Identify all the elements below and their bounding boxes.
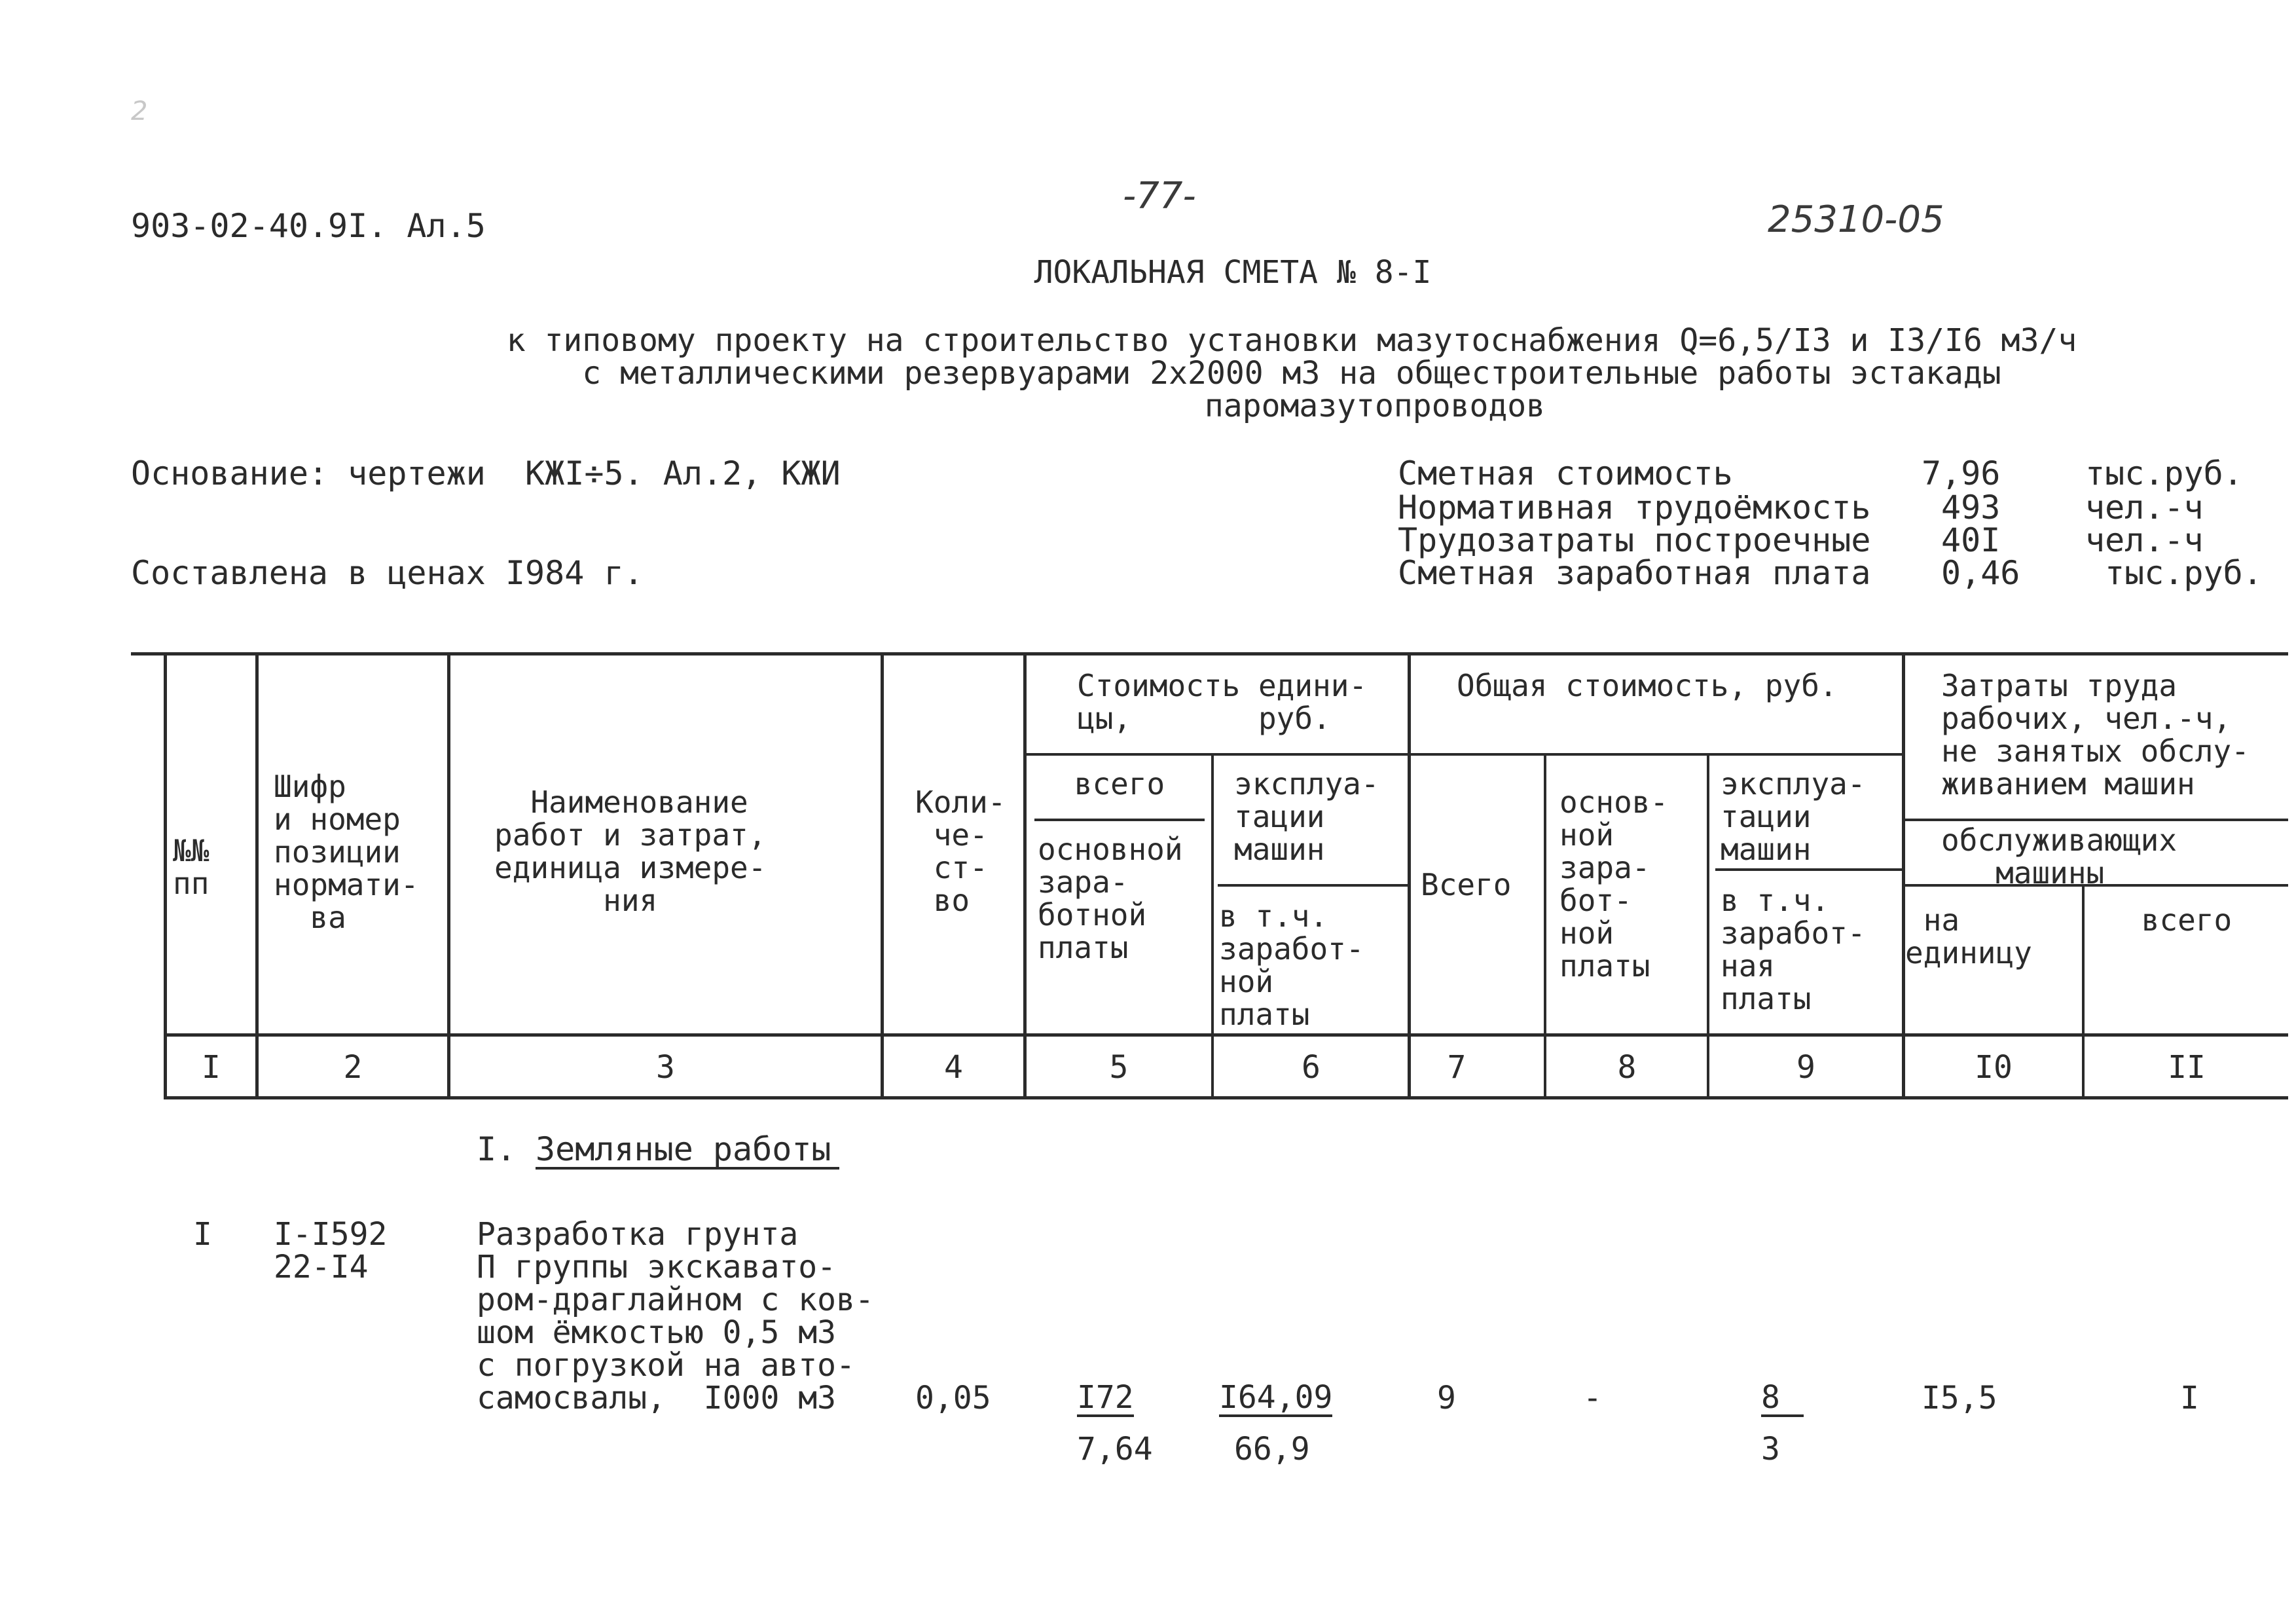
header-total-machine: эксплуа- тации машин: [1721, 766, 1866, 867]
summary-unit: чел.-ч: [2085, 521, 2204, 559]
unit-total-rule: [1034, 819, 1205, 821]
header-total-base-wage: основ- ной зара- бот- ной платы: [1559, 784, 1669, 984]
col-border: [1023, 652, 1027, 1099]
handwritten-number: 25310-05: [1768, 198, 1944, 241]
row-unit-machine: I64,09: [1219, 1379, 1333, 1416]
unit-machine-rule: [1218, 884, 1408, 887]
section-number: I.: [477, 1130, 517, 1168]
column-number: 6: [1302, 1049, 1321, 1086]
column-number: 5: [1109, 1049, 1129, 1086]
row-unit-base-wage: 7,64: [1077, 1431, 1153, 1467]
summary-value: 493: [1941, 489, 2001, 526]
total-machine-rule: [1715, 868, 1905, 871]
section-title: Земляные работы: [536, 1133, 839, 1170]
summary-unit: чел.-ч: [2085, 489, 2204, 526]
document-code: 903-02-40.9I. Ал.5: [131, 207, 486, 245]
column-number: II: [2168, 1049, 2206, 1086]
summary-unit: тыс.руб.: [2105, 554, 2263, 592]
column-number: I0: [1975, 1049, 2013, 1086]
header-number: №№ пп: [173, 833, 210, 901]
col-border: [1211, 753, 1214, 1099]
basis-text: Основание: чертежи КЖI÷5. Ал.2, КЖИ: [131, 454, 841, 492]
title-line-2: к типовому проекту на строительство установки мазутоснабжения Q=6,5/I3 и I3/I6 м3/ч: [506, 322, 2077, 359]
summary-label: Нормативная трудоёмкость: [1398, 489, 1871, 526]
row-total-base-wage: -: [1583, 1380, 1602, 1416]
header-total-machine-wage: в т.ч. заработ- ная платы: [1721, 883, 1866, 1016]
row-total-all: 9: [1437, 1380, 1456, 1416]
col-border: [447, 652, 450, 1099]
column-number: 4: [944, 1049, 963, 1086]
col-border: [1707, 753, 1709, 1099]
row-code-line-1: I-I592: [274, 1216, 388, 1253]
header-labor-service: обслуживающих машины: [1941, 822, 2178, 891]
row-index: I: [193, 1216, 212, 1253]
header-bottom-border: [164, 1033, 2288, 1037]
column-number: 9: [1796, 1049, 1815, 1086]
header-quantity: Коли- че- ст- во: [915, 784, 1006, 918]
column-number: 3: [656, 1049, 675, 1086]
column-number: I: [202, 1049, 221, 1086]
summary-label: Трудозатраты построечные: [1398, 521, 1871, 559]
row-code-line-2: 22-I4: [274, 1249, 369, 1285]
header-total-cost: Общая стоимость, руб.: [1457, 668, 1838, 703]
row-quantity: 0,05: [915, 1380, 991, 1416]
header-unit-total: всего: [1074, 766, 1165, 802]
col-border: [1544, 753, 1546, 1099]
col-border: [164, 652, 167, 1099]
summary-value: 0,46: [1941, 554, 2020, 592]
title-line-3: с металлическими резервуарами 2х2000 м3 на общестроительные работы эстакады: [582, 355, 2001, 392]
summary-label: Сметная заработная плата: [1398, 554, 1871, 592]
row-description: Разработка грунта П группы экскавато- ром-драглайном с ков- шом ёмкостью 0,5 м3 с погрузкой на авто- самосвалы, I000 м3: [477, 1216, 874, 1416]
col-border: [2082, 884, 2085, 1099]
labor-divider: [1902, 819, 2288, 821]
col-border: [881, 652, 884, 1099]
header-code: Шифр и номер позиции нормати- ва: [274, 769, 419, 935]
header-total-all: Всего: [1421, 867, 1512, 902]
title-line-4: паромазутопроводов: [1204, 388, 1546, 424]
estimate-title: ЛОКАЛЬНАЯ СМЕТА № 8-I: [1034, 254, 1432, 291]
row-total-machine: 8: [1761, 1382, 1804, 1417]
header-unit-machine-wage: в т.ч. заработ- ной платы: [1219, 898, 1364, 1032]
table-bottom-border: [164, 1096, 2288, 1099]
unit-cost-divider: [1025, 753, 1411, 756]
row-labor-per-unit: I5,5: [1922, 1380, 1997, 1416]
col-border: [255, 652, 259, 1099]
header-unit-machine: эксплуа- тации машин: [1234, 766, 1379, 867]
summary-label: Сметная стоимость: [1398, 454, 1733, 492]
header-unit-base-wage: основной зара- ботной платы: [1038, 832, 1183, 965]
row-labor-total: I: [2180, 1380, 2199, 1416]
corner-mark: 2: [131, 96, 148, 126]
column-number: 8: [1617, 1049, 1637, 1086]
summary-value: 7,96: [1922, 454, 2001, 492]
col-border: [1408, 652, 1411, 1099]
summary-unit: тыс.руб.: [2085, 454, 2243, 492]
prices-text: Составлена в ценах I984 г.: [131, 554, 644, 592]
header-labor-total: всего: [2141, 902, 2232, 938]
column-number: 2: [343, 1049, 363, 1086]
header-name: Наименование работ и затрат, единица измере- ния: [494, 784, 767, 918]
summary-value: 40I: [1941, 521, 2001, 559]
row-unit-machine-wage: 66,9: [1234, 1431, 1310, 1467]
header-labor: Затраты труда рабочих, чел.-ч, не занятых обслу- живанием машин: [1941, 668, 2250, 802]
header-labor-per-unit: на единицу: [1905, 902, 2032, 970]
table-top-border: [131, 652, 2288, 655]
page-number: -77-: [1123, 175, 1196, 217]
total-cost-divider: [1408, 753, 1905, 756]
col-border: [1902, 652, 1905, 1099]
row-unit-total: I72: [1077, 1379, 1134, 1416]
column-number: 7: [1447, 1049, 1467, 1086]
header-unit-cost: Стоимость едини- цы, руб.: [1077, 668, 1368, 736]
row-total-machine-wage: 3: [1761, 1431, 1780, 1467]
